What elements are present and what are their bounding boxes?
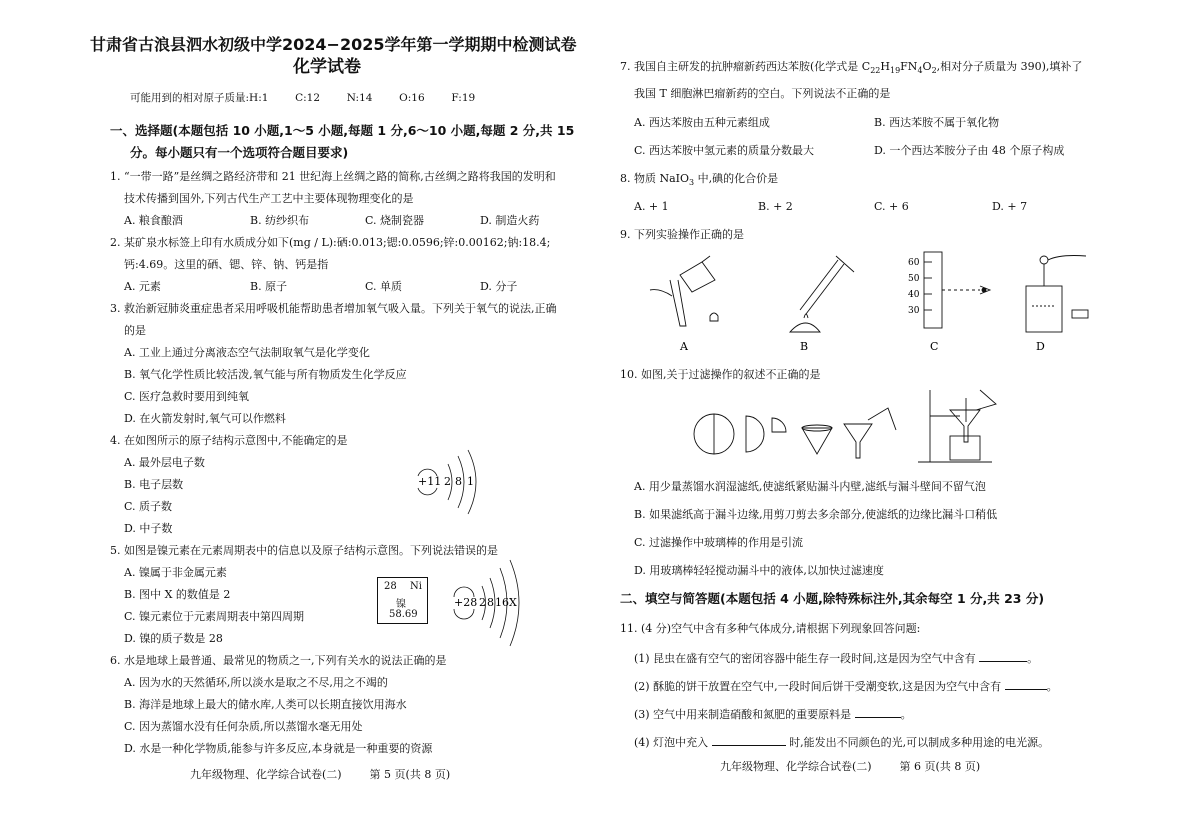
- nickel-atomic-mass: 58.69: [389, 609, 418, 620]
- q10-funnel-on-stand: [950, 410, 980, 442]
- q9-label-d: D: [1036, 340, 1045, 353]
- q8-option-d[interactable]: D. + 7: [992, 200, 1028, 213]
- q8-option-c[interactable]: C. + 6: [874, 200, 909, 213]
- q4-option-c[interactable]: C. 质子数: [124, 500, 173, 513]
- q9b-alcohol-lamp: [790, 323, 820, 332]
- nickel-name: 镍: [396, 599, 406, 610]
- q1-option-c[interactable]: C. 烧制瓷器: [365, 214, 425, 227]
- q4-nucleus-label: +11: [418, 475, 442, 488]
- q9a-reagent-bottle: [680, 262, 715, 292]
- q4-option-d[interactable]: D. 中子数: [124, 522, 173, 535]
- q11-part-1: (1) 昆虫在盛有空气的密闭容器中能生存一段时间,这是因为空气中含有 。: [634, 652, 1039, 665]
- q11-blank-2[interactable]: [1005, 678, 1047, 690]
- q10-beaker: [950, 436, 980, 460]
- q8-option-b[interactable]: B. + 2: [758, 200, 793, 213]
- q4-shell-3-electrons: 1: [467, 475, 474, 488]
- q2-stem-cont: 钙:4.69。这里的硒、锶、锌、钠、钙是指: [124, 258, 329, 271]
- q3-option-b[interactable]: B. 氧气化学性质比较活泼,氧气能与所有物质发生化学反应: [124, 368, 407, 381]
- q2-option-d[interactable]: D. 分子: [480, 280, 518, 293]
- q11-blank-1[interactable]: [979, 650, 1027, 662]
- nickel-periodic-cell: [377, 577, 428, 624]
- q5-shell-3-electrons: 16: [495, 596, 509, 609]
- q11-part-4: (4) 灯泡中充入 时,能发出不同颜色的光,可以制成多种用途的电光源。: [634, 736, 1050, 749]
- section1-heading: 一、选择题(本题包括 10 小题,1～5 小题,每题 1 分,6～10 小题,每题 2 分,共 15: [110, 123, 575, 138]
- q3-option-a[interactable]: A. 工业上通过分离液态空气法制取氧气是化学变化: [124, 346, 370, 359]
- q7-option-b[interactable]: B. 西达苯胺不属于氧化物: [874, 116, 1000, 129]
- q9b-tilted-tube-side: [806, 264, 844, 314]
- q7-stem: 7. 我国自主研发的抗肿瘤新药西达苯胺(化学式是 $C_{22}H_{19}FN_4O_2$,相对分子质量为 390),填补了: [620, 60, 1083, 76]
- exam-subtitle: 化学试卷: [293, 57, 361, 77]
- q9-label-c: C: [930, 340, 939, 353]
- q1-option-b[interactable]: B. 纺纱织布: [250, 214, 310, 227]
- sodium-atom-structure-diagram: [412, 448, 492, 518]
- q9-stem: 9. 下列实验操作正确的是: [620, 228, 744, 241]
- q5-option-b[interactable]: B. 图中 X 的数值是 2: [124, 588, 231, 601]
- q6-option-a[interactable]: A. 因为水的天然循环,所以淡水是取之不尽,用之不竭的: [124, 676, 388, 689]
- q10-option-d[interactable]: D. 用玻璃棒轻轻搅动漏斗中的液体,以加快过滤速度: [634, 564, 884, 577]
- q9c-cylinder-body: [924, 252, 942, 328]
- q4-nucleus-arc-bottom: [418, 488, 437, 495]
- q4-shell-1-electrons: 2: [444, 475, 451, 488]
- q4-option-a[interactable]: A. 最外层电子数: [124, 456, 205, 469]
- q9c-tick-label-60: 60: [908, 258, 920, 268]
- exam-title: 甘肃省古浪县泗水初级中学2024−2025学年第一学期期中检测试卷: [90, 35, 577, 54]
- q4-shell-2-electrons: 8: [455, 475, 462, 488]
- q10-filter-paper-quarter: [772, 418, 786, 432]
- q9-figure-a-pouring-liquid: [650, 256, 718, 326]
- q10-option-b[interactable]: B. 如果滤纸高于漏斗边缘,用剪刀剪去多余部分,使滤纸的边缘比漏斗口稍低: [634, 508, 998, 521]
- section1-heading-cont: 分。每小题只有一个选项符合题目要求): [130, 145, 349, 160]
- q1-option-a[interactable]: A. 粮食酿酒: [124, 214, 183, 227]
- q9a-stopper: [710, 313, 718, 321]
- q5-nucleus-label: +28: [454, 596, 478, 609]
- q9d-dropper-bulb: [1040, 256, 1048, 264]
- q10-funnel: [844, 424, 872, 458]
- q10-option-a[interactable]: A. 用少量蒸馏水润湿滤纸,使滤纸紧贴漏斗内壁,滤纸与漏斗壁间不留气泡: [634, 480, 986, 493]
- q11-part-3: (3) 空气中用来制造硝酸和氮肥的重要原料是 。: [634, 708, 912, 721]
- footer-left: 九年级物理、化学综合试卷(二) 第 5 页(共 8 页): [190, 768, 451, 781]
- q4-stem: 4. 在如图所示的原子结构示意图中,不能确定的是: [110, 434, 348, 447]
- nickel-symbol: Ni: [410, 581, 422, 592]
- q5-stem: 5. 如图是镍元素在元素周期表中的信息以及原子结构示意图。下列说法错误的是: [110, 544, 498, 557]
- nickel-atom-structure-diagram: [452, 558, 532, 648]
- q6-option-b[interactable]: B. 海洋是地球上最大的储水库,人类可以长期直接饮用海水: [124, 698, 407, 711]
- q5-shell-1-electrons: 2: [479, 596, 486, 609]
- q11-blank-4[interactable]: [712, 734, 786, 746]
- q10-option-c[interactable]: C. 过滤操作中玻璃棒的作用是引流: [634, 536, 804, 549]
- q5-shell-4-electrons: X: [509, 596, 517, 609]
- q5-shell-2-electrons: 8: [487, 596, 494, 609]
- q10-hand: [868, 408, 896, 430]
- q10-filter-cone: [802, 428, 832, 454]
- q9b-tilted-tube: [800, 260, 838, 310]
- q11-part-2: (2) 酥脆的饼干放置在空气中,一段时间后饼干受潮变软,这是因为空气中含有 。: [634, 680, 1058, 693]
- q9b-flame: [804, 314, 808, 318]
- q9c-tick-label-50: 50: [908, 274, 920, 284]
- q9d-bottle: [1026, 286, 1062, 332]
- q1-stem: 1. “一带一路”是丝绸之路经济带和 21 世纪海上丝绸之路的简称,古丝绸之路将我国的发明和: [110, 170, 556, 183]
- q7-stem-cont: 我国 T 细胞淋巴瘤新药的空白。下列说法不正确的是: [634, 87, 891, 100]
- q9a-bottle-neck: [702, 256, 710, 262]
- q9c-tick-label-30: 30: [908, 306, 920, 316]
- q9c-tick-label-40: 40: [908, 290, 920, 300]
- q5-option-c[interactable]: C. 镍元素位于元素周期表中第四周期: [124, 610, 305, 623]
- q11-blank-3[interactable]: [855, 706, 901, 718]
- q9c-pupil: [982, 288, 986, 292]
- q10-filtration-figure: [692, 386, 1022, 468]
- q9-figure-d-bottle-dropper: [1026, 256, 1088, 333]
- q5-nucleus-arc-bottom: [454, 609, 474, 619]
- q2-option-a[interactable]: A. 元素: [124, 280, 161, 293]
- q9-label-b: B: [800, 340, 809, 353]
- q2-option-c[interactable]: C. 单质: [365, 280, 403, 293]
- q10-filter-paper-half: [746, 416, 764, 452]
- q9b-test-tube-holder: [836, 256, 854, 272]
- section2-heading: 二、填空与简答题(本题包括 4 小题,除特殊标注外,其余每空 1 分,共 23 分): [620, 591, 1045, 606]
- q3-option-c[interactable]: C. 医疗急救时要用到纯氧: [124, 390, 250, 403]
- q4-option-b[interactable]: B. 电子层数: [124, 478, 184, 491]
- q9a-hand: [650, 290, 672, 296]
- q9a-test-tube: [670, 280, 686, 326]
- q6-stem: 6. 水是地球上最普通、最常见的物质之一,下列有关水的说法正确的是: [110, 654, 447, 667]
- q6-option-c[interactable]: C. 因为蒸馏水没有任何杂质,所以蒸馏水毫无用处: [124, 720, 363, 733]
- q11-stem: 11. (4 分)空气中含有多种气体成分,请根据下列现象回答问题:: [620, 622, 921, 635]
- q7-option-c[interactable]: C. 西达苯胺中氢元素的质量分数最大: [634, 144, 815, 157]
- q9-lab-operations-figure: [640, 250, 1110, 355]
- q9-figure-c-measuring-cylinder: [924, 252, 990, 328]
- q8-option-a[interactable]: A. + 1: [634, 200, 669, 213]
- q9-label-a: A: [680, 340, 688, 353]
- q9d-hand: [1048, 256, 1086, 261]
- q7-option-d[interactable]: D. 一个西达苯胺分子由 48 个原子构成: [874, 144, 1065, 157]
- atomic-masses: 可能用到的相对原子质量:H:1 C:12 N:14 O:16 F:19: [130, 92, 476, 104]
- q3-option-d[interactable]: D. 在火箭发射时,氧气可以作燃料: [124, 412, 286, 425]
- q2-option-b[interactable]: B. 原子: [250, 280, 288, 293]
- q1-option-d[interactable]: D. 制造火药: [480, 214, 540, 227]
- q7-option-a[interactable]: A. 西达苯胺由五种元素组成: [634, 116, 770, 129]
- q3-stem-cont: 的是: [124, 324, 146, 337]
- q9d-stopper: [1072, 310, 1088, 318]
- q8-stem: 8. 物质 NaIO$_3$ 中,碘的化合价是: [620, 172, 779, 188]
- q5-option-a[interactable]: A. 镍属于非金属元素: [124, 566, 227, 579]
- footer-right: 九年级物理、化学综合试卷(二) 第 6 页(共 8 页): [720, 760, 981, 773]
- q3-stem: 3. 救治新冠肺炎重症患者采用呼吸机能帮助患者增加氧气吸入量。下列关于氧气的说法,正确: [110, 302, 557, 315]
- q10-pouring-beaker: [976, 390, 996, 410]
- q2-stem: 2. 某矿泉水标签上印有水质成分如下(mg / L):硒:0.013;锶:0.0596;锌:0.00162;钠:18.4;: [110, 236, 551, 249]
- q6-option-d[interactable]: D. 水是一种化学物质,能参与许多反应,本身就是一种重要的资源: [124, 742, 433, 755]
- q10-stem: 10. 如图,关于过滤操作的叙述不正确的是: [620, 368, 821, 381]
- q5-option-d[interactable]: D. 镍的质子数是 28: [124, 632, 223, 645]
- nickel-atomic-number: 28: [384, 581, 397, 592]
- q1-stem-cont: 技术传播到国外,下列古代生产工艺中主要体现物理变化的是: [124, 192, 414, 205]
- q9-figure-b-heating: [790, 256, 854, 332]
